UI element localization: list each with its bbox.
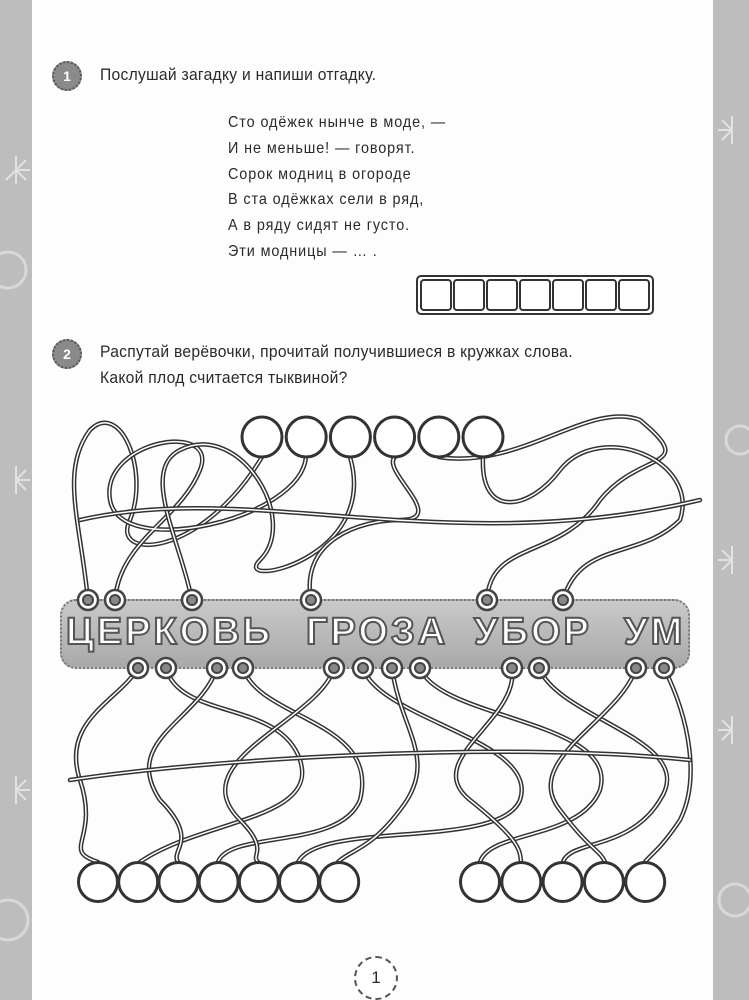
connector-dot-center [212,663,222,673]
page-number: 1 [354,956,398,1000]
connector-dot-center [631,663,641,673]
connector-dot-center [110,595,120,605]
connector-dot-center [306,595,316,605]
poem-line: И не меньше! — говорят. [228,139,416,157]
word-tserkov: ЦЕРКОВЬ [66,611,273,653]
connector-dot-center [507,663,517,673]
task-2-instruction-line-2: Какой плод считается тыквиной? [100,368,348,387]
task-2-badge: 2 [52,339,82,369]
poem-line: Эти модницы — … . [228,242,378,260]
poem-line: В ста одёжках сели в ряд, [228,191,425,209]
task-1-badge: 1 [52,61,82,91]
connector-dot-center [659,663,669,673]
connector-dot-center [187,595,197,605]
poem-line: Сто одёжек нынче в моде, — [228,114,447,131]
task-2-instruction-line-1: Распутай верёвочки, прочитай получившиеся в кружках слова. [100,342,573,361]
connector-dot-center [534,663,544,673]
connector-dot-center [133,663,143,673]
connector-dot-center [387,663,397,673]
word-ubor: УБОР [474,611,592,653]
connector-dot-center [329,663,339,673]
connector-dot-center [161,663,171,673]
poem-line: А в ряду сидят не густо. [228,217,411,235]
connector-dot-center [358,663,368,673]
connector-dot-center [558,595,568,605]
word-groza: ГРОЗА [306,611,449,653]
connector-dot-center [482,595,492,605]
connector-dot-center [238,663,248,673]
word-um: УМ [624,611,686,653]
task-1-instruction: Послушай загадку и напиши отгадку. [100,65,377,84]
connector-dot-center [83,595,93,605]
connector-dot-center [415,663,425,673]
poem-line: Сорок модниц в огороде [228,165,412,183]
